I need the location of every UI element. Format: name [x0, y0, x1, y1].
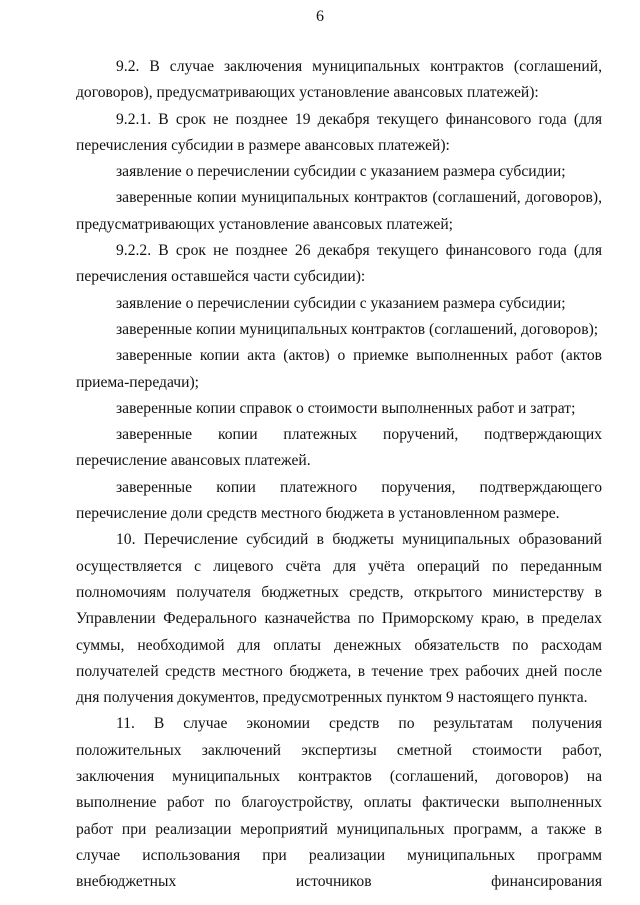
paragraph-contract-copies-1: заверенные копии муниципальных контрактов (соглашений, договоров), предусматривающих установление авансовых платежей; [76, 189, 602, 233]
paragraph-cost-certificates: заверенные копии справок о стоимости выполненных работ и затрат; [116, 399, 576, 417]
paragraph-11: 11. В случае экономии средств по результатам получения положительных заключений экспертизы сметной стоимости работ, заключения муниципальных контрактов (соглашений, договоров) на выполнение работ по благоустройству, оплаты фактически выполненных работ при реализации мероприятий муниципальных программ, а также в случае использования при реализации муниципальных программ внебюджетных источников финансирования [76, 715, 602, 891]
paragraph-payment-orders: заверенные копии платежных поручений, подтверждающих перечисление авансовых платежей. [76, 426, 602, 470]
page-number: 6 [316, 8, 324, 25]
paragraph-9-2-1: 9.2.1. В срок не позднее 19 декабря текущего финансового года (для перечисления субсидии в размере авансовых платежей): [76, 110, 602, 154]
paragraph-9-2-2: 9.2.2. В срок не позднее 26 декабря текущего финансового года (для перечисления оставшейся части субсидии): [76, 242, 602, 286]
paragraph-application-2: заявление о перечислении субсидии с указанием размера субсидии; [116, 294, 566, 312]
paragraph-local-budget-share: заверенные копии платежного поручения, подтверждающего перечисление доли средств местного бюджета в установленном размере. [76, 478, 602, 523]
document-body [76, 54, 602, 896]
paragraph-contract-copies-2: заверенные копии муниципальных контрактов (соглашений, договоров); [116, 320, 599, 338]
paragraph-10: 10. Перечисление субсидий в бюджеты муниципальных образований осуществляется с лицевого счёта для учёта операций по переданным полномочиям получателя бюджетных средств, открытого министерству в Управлении Федерального казначейства по Приморскому краю, в пределах суммы, необходимой для оплаты денежных обязательств по расходам получателей средств местного бюджета, в течение трех рабочих дней после дня получения документов, предусмотренных пунктом 9 настоящего пункта. [76, 531, 602, 707]
paragraph-acceptance-acts: заверенные копии акта (актов) о приемке выполненных работ (актов приема-передачи); [76, 347, 602, 391]
paragraph-application-1: заявление о перечислении субсидии с указанием размера субсидии; [116, 163, 566, 181]
paragraph-9-2: 9.2. В случае заключения муниципальных контрактов (соглашений, договоров), предусматривающих установление авансовых платежей): [76, 58, 602, 102]
